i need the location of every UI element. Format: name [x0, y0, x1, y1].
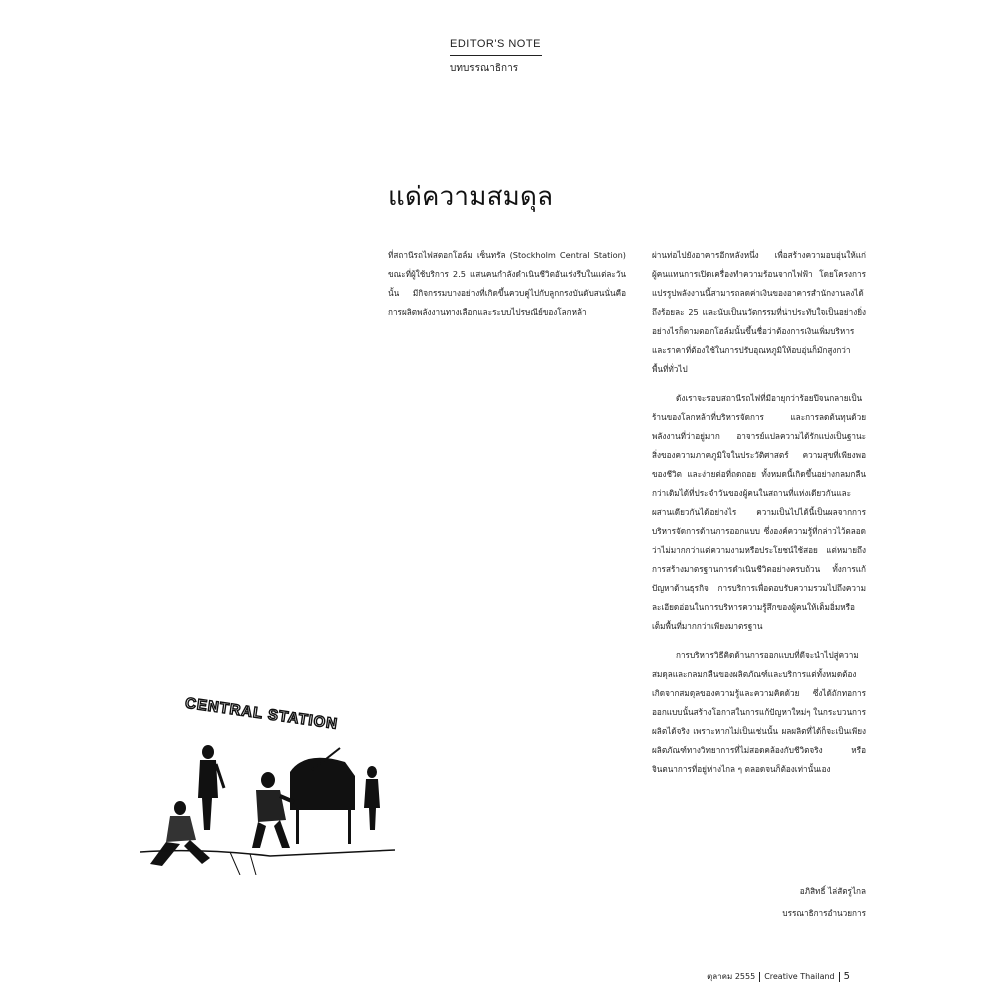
- editor-role: บรรณาธิการอำนวยการ: [782, 908, 866, 918]
- section-label-en: EDITOR'S NOTE: [450, 38, 541, 50]
- issue-date: ตุลาคม 2555: [707, 972, 756, 981]
- grand-piano: [290, 748, 355, 844]
- magazine-name: Creative Thailand: [764, 972, 835, 981]
- paragraph: การบริหารวิธีคิดด้านการออกแบบที่ดีจะนำไปสู่ความสมดุลและกลมกลืนของผลิตภัณฑ์และบริการแต่ทั้งหมดต้องเกิดจากสมดุลของความรู้และความคิดด้วย ซึ่งได้ถักทอการออกแบบนั้นสร้างโอกาสในการแก้ปัญหาใหม่ๆ ในกระบวนการผลิตได้จริง เพราะหากไม่เป็นเช่นนั้น ผลผลิตที่ได้ก็จะเป็นเพียงผลิตภัณฑ์ทางวิทยาการที่ไม่สอดคล้องกับชีวิตจริง หรือจินตนาการที่อยู่ห่างไกล ๆ ตลอดจนก็ต้องเท่านั้นเอง: [652, 650, 866, 774]
- paragraph: ดังเราจะรอบสถานีรถไฟที่มีอายุกว่าร้อยปีจนกลายเป็นร้านของโลกหล้าที่บริหารจัดการ และการลดต้นทุนด้วยพลังงานที่ว่าอยู่มาก อาจารย์แปลความได้รักแบ่งเป็นฐานะสิ่งของความภาคภูมิใจในประวัติศาสตร์ ความสุขที่เพียงพอของชีวิต และง่ายต่อที่ถดถอย ทั้งหมดนี้เกิดขึ้นอย่างกลมกลืนกว่าเดิมได้ที่ประจำวันของผู้คนในสถานที่แห่งเดียวกันและผสานเดียวกันได้อย่างไร ความเป็นไปได้นี้เป็นผลจากการบริหารจัดการด้านการออกแบบ ซึ่งองค์ความรู้ที่กล่าวไว้ตลอดว่าไม่มากกว่าแต่ความงามหรือประโยชน์ใช้สอย แต่หมายถึงการสร้างมาตรฐานการดำเนินชีวิตอย่างครบถ้วน ทั้งการแก้ปัญหาด้านธุรกิจ การบริการเพื่อตอบรับความรวมไปถึงความละเอียดอ่อนในการบริหารความรู้สึกของผู้คนให้เต็มอิ่มหรือเต็มพื้นที่มากกว่าเพียงมาตรฐาน: [652, 393, 866, 631]
- figure-pianist: [252, 772, 294, 848]
- station-sign-text: CENTRAL STATION: [184, 694, 340, 733]
- paragraph: ที่สถานีรถไฟสตอกโฮล์ม เซ็นทรัล (Stockholm Central Station) ขณะที่ผู้ใช้บริการ 2.5 แสนคนกำลังดำเนินชีวิตอันเร่งรีบในแต่ละวันนั้น มีกิจกรรมบางอย่างที่เกิดขึ้นควบคู่ไปกับลูกกรงบันดับสนนั่นคือ การผลิตพลังงานทางเลือกและระบบไปรษณีย์ของโลกหล้า: [388, 250, 626, 317]
- article-column-2: [652, 246, 866, 789]
- paragraph: ผ่านท่อไปยังอาคารอีกหลังหนึ่ง เพื่อสร้างความอบอุ่นให้แก่ผู้คนแทนการเปิดเครื่องทำความร้อนจากไฟฟ้า โดยโครงการแปรรูปพลังงานนี้สามารถลดค่าเงินของอาคารสำนักงานลงได้ถึงร้อยละ 25 และนับเป็นนวัตกรรมที่น่าประทับใจเป็นอย่างยิ่งอย่างไรก็ตามตอกโฮล์มนั้นขึ้นชื่อว่าต้องการเงินเพิ่มบริหาร และราคาที่ต้องใช้ในการปรับอุณหภูมิให้อบอุ่นก็มักสูงกว่าพื้นที่ทั่วไป: [652, 250, 866, 374]
- central-station-illustration: [140, 680, 395, 875]
- article-title: แด่ความสมดุล: [388, 182, 554, 212]
- section-header: [450, 38, 560, 76]
- folio-separator: [839, 972, 840, 982]
- page-number: 5: [843, 971, 850, 982]
- figure-standing-left: [198, 745, 224, 830]
- article-column-1: [388, 246, 626, 332]
- editor-signature: [652, 880, 866, 924]
- figure-standing-right: [364, 766, 380, 830]
- page-folio: [700, 970, 850, 983]
- header-divider: [450, 55, 542, 56]
- section-label-th: บทบรรณาธิการ: [450, 63, 519, 74]
- editor-name: อภิสิทธิ์ ไล่สัตรูไกล: [799, 886, 866, 896]
- folio-separator: [759, 972, 760, 982]
- figure-seated: [150, 801, 210, 866]
